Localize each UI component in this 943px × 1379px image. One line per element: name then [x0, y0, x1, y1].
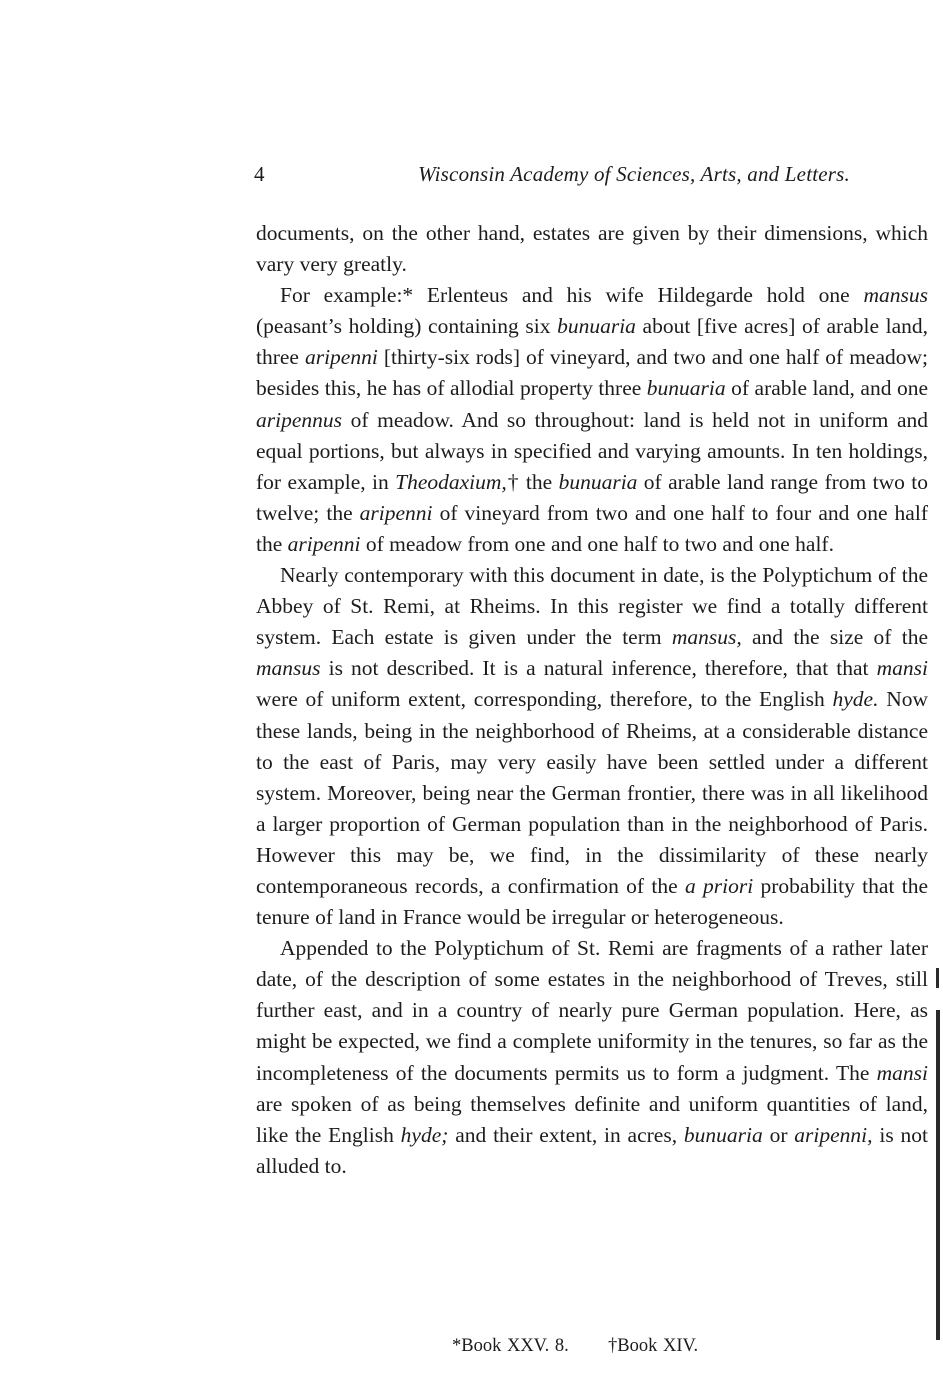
text-run: For example:* Erlenteus and his wife Hildegarde hold one: [280, 283, 864, 308]
text-run: Nearly contemporary with this document in date, is the Polyptichum of the Abbey of St. Remi, at Rheims. In this register we find a totally different system. Each estate is given under the term: [256, 563, 928, 650]
italic-term: mansus: [863, 283, 928, 308]
footnotes: [452, 1336, 698, 1357]
page-number: 4: [254, 162, 265, 186]
italic-term: mansus: [256, 656, 321, 681]
italic-term: aripenni: [359, 500, 433, 525]
italic-term: hyde;: [400, 1122, 449, 1147]
italic-term: Theodaxium,: [395, 469, 507, 494]
text-run: of arable land range from two to twelve; the: [256, 469, 928, 525]
body-text: [256, 218, 928, 1182]
italic-term: aripenni: [304, 345, 378, 370]
text-run: and their extent, in acres,: [448, 1122, 684, 1147]
italic-term: mansi: [876, 1060, 928, 1085]
text-run: † the: [506, 469, 559, 494]
text-run: (peasant’s holding) containing six: [256, 314, 558, 339]
text-run: Appended to the Polyptichum of St. Remi are fragments of a rather later date, of the description of some estates in the neighborhood of Treves, still further east, and in a country of nearly pure German population. Here, as might be expected, we find a complete uniformity in the tenures, so far as the incompleteness of the documents permits us to form a judgment. The: [256, 936, 928, 1085]
text-run: about [five acres] of arable land, three: [256, 314, 928, 370]
text-run: or: [762, 1122, 795, 1147]
text-run: is not described. It is a natural inference, therefore, that that: [320, 656, 877, 681]
text-run: probability that the tenure of land in France would be irregular or heterogeneous.: [256, 873, 928, 930]
running-head: [254, 158, 850, 194]
text-run: [thirty-six rods] of vineyard, and two and one half of meadow; besides this, he has of allodial property three: [256, 345, 929, 401]
text-run: were of uniform extent, corresponding, therefore, to the English: [256, 687, 833, 712]
italic-term: bunuaria: [646, 376, 726, 401]
footnote-2: †Book XIV.: [608, 1336, 699, 1356]
paragraph-2: [256, 280, 928, 560]
italic-term: a priori: [684, 873, 754, 898]
paragraph-1: [256, 218, 928, 280]
paragraph-4: [256, 933, 928, 1182]
text-run: of meadow. And so throughout: land is held not in uniform and equal portions, but always in specified and varying amounts. In ten holdings, for example, in: [256, 407, 928, 494]
text-run: of meadow from one and one half to two and one half.: [360, 531, 834, 556]
italic-term: aripenni: [287, 531, 361, 556]
footnote-1: *Book XXV. 8.: [452, 1336, 569, 1356]
paragraph-3: [256, 560, 928, 933]
italic-term: bunuaria: [683, 1122, 763, 1147]
italic-term: bunuaria: [557, 314, 636, 339]
text-run: of vineyard from two and one half to four and one half the: [256, 500, 928, 556]
text-run: is not alluded to.: [256, 1122, 928, 1178]
italic-term: mansi: [876, 656, 928, 681]
italic-term: hyde.: [832, 687, 879, 712]
scan-edge-mark: [936, 968, 939, 988]
running-title: Wisconsin Academy of Sciences, Arts, and Letters.: [418, 162, 850, 186]
text-run: are spoken of as being themselves definite and uniform quantities of land, like the English: [256, 1091, 928, 1147]
text-run: documents, on the other hand, estates are given by their dimensions, which vary very greatly.: [256, 221, 928, 277]
italic-term: aripenni,: [794, 1122, 873, 1147]
italic-term: aripennus: [256, 407, 342, 432]
text-run: of arable land, and one: [725, 376, 928, 401]
scan-edge-mark: [936, 1010, 940, 1340]
text-run: and the size of the: [741, 625, 928, 650]
text-run: Now these lands, being in the neighborhood of Rheims, at a considerable distance to the east of Paris, may very easily have been settled under a different system. Moreover, being near the German frontier, there was in all likelihood a larger proportion of German population than in the neighborhood of Paris. However this may be, we find, in the dissimilarity of these nearly contemporaneous records, a confirmation of the: [256, 687, 928, 898]
italic-term: bunuaria: [558, 469, 638, 494]
italic-term: mansus,: [671, 625, 742, 650]
